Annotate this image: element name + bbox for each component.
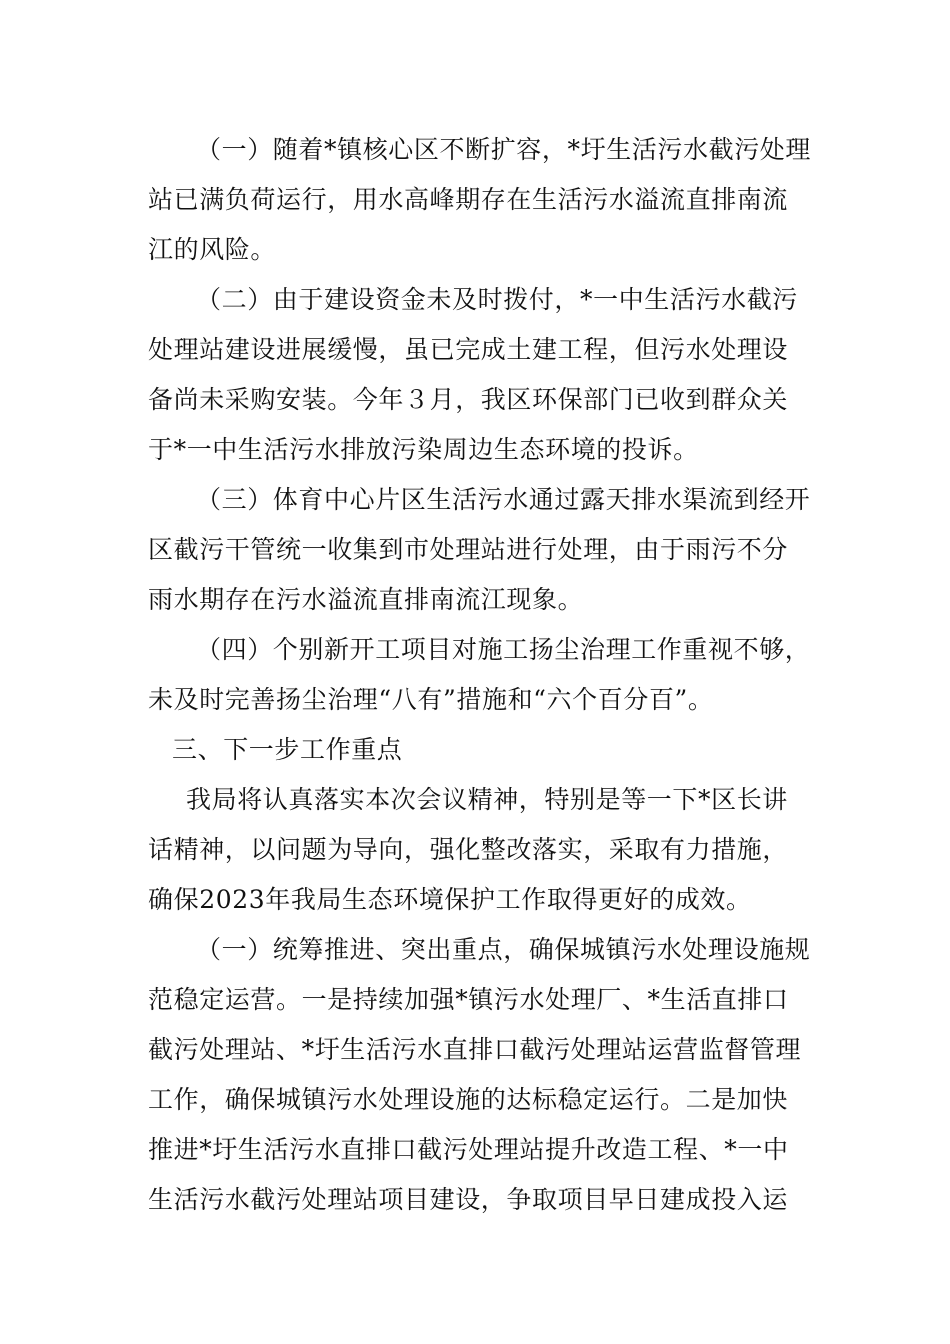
paragraph-line: 范稳定运营。一是持续加强*镇污水处理厂、*生活直排口 — [148, 985, 789, 1014]
paragraph-line: （二）由于建设资金未及时拨付，*一中生活污水截污 — [196, 285, 798, 314]
paragraph-line: 工作，确保城镇污水处理设施的达标稳定运行。二是加快 — [148, 1085, 789, 1114]
paragraph-line: 站已满负荷运行，用水高峰期存在生活污水溢流直排南流 — [148, 185, 789, 214]
paragraph-line: 处理站建设进展缓慢，虽已完成土建工程，但污水处理设 — [148, 335, 789, 364]
paragraph-line: 确保2023年我局生态环境保护工作取得更好的成效。 — [148, 885, 752, 914]
paragraph-line: （一）统筹推进、突出重点，确保城镇污水处理设施规 — [196, 935, 811, 964]
paragraph-line: 未及时完善扬尘治理“八有”措施和“六个百分百”。 — [148, 685, 714, 714]
paragraph-line: （一）随着*镇核心区不断扩容，*圩生活污水截污处理 — [196, 135, 812, 164]
paragraph-line: 截污处理站、*圩生活污水直排口截污处理站运营监督管理 — [148, 1035, 802, 1064]
paragraph-line: 雨水期存在污水溢流直排南流江现象。 — [148, 585, 584, 614]
paragraph-line: 我局将认真落实本次会议精神，特别是等一下*区长讲 — [186, 785, 788, 814]
section-heading: 三、下一步工作重点 — [172, 735, 403, 764]
paragraph-line: 话精神，以问题为导向，强化整改落实，采取有力措施， — [148, 835, 789, 864]
paragraph-line: 备尚未采购安装。今年３月，我区环保部门已收到群众关 — [148, 385, 789, 414]
paragraph-line: （三）体育中心片区生活污水通过露天排水渠流到经开 — [196, 485, 811, 514]
paragraph-line: （四）个别新开工项目对施工扬尘治理工作重视不够， — [196, 635, 811, 664]
paragraph-line: 生活污水截污处理站项目建设，争取项目早日建成投入运 — [148, 1185, 789, 1214]
paragraph-line: 江的风险。 — [148, 235, 277, 264]
paragraph-line: 于*一中生活污水排放污染周边生态环境的投诉。 — [148, 435, 699, 464]
paragraph-line: 推进*圩生活污水直排口截污处理站提升改造工程、*一中 — [148, 1135, 789, 1164]
paragraph-line: 区截污干管统一收集到市处理站进行处理，由于雨污不分 — [148, 535, 789, 564]
